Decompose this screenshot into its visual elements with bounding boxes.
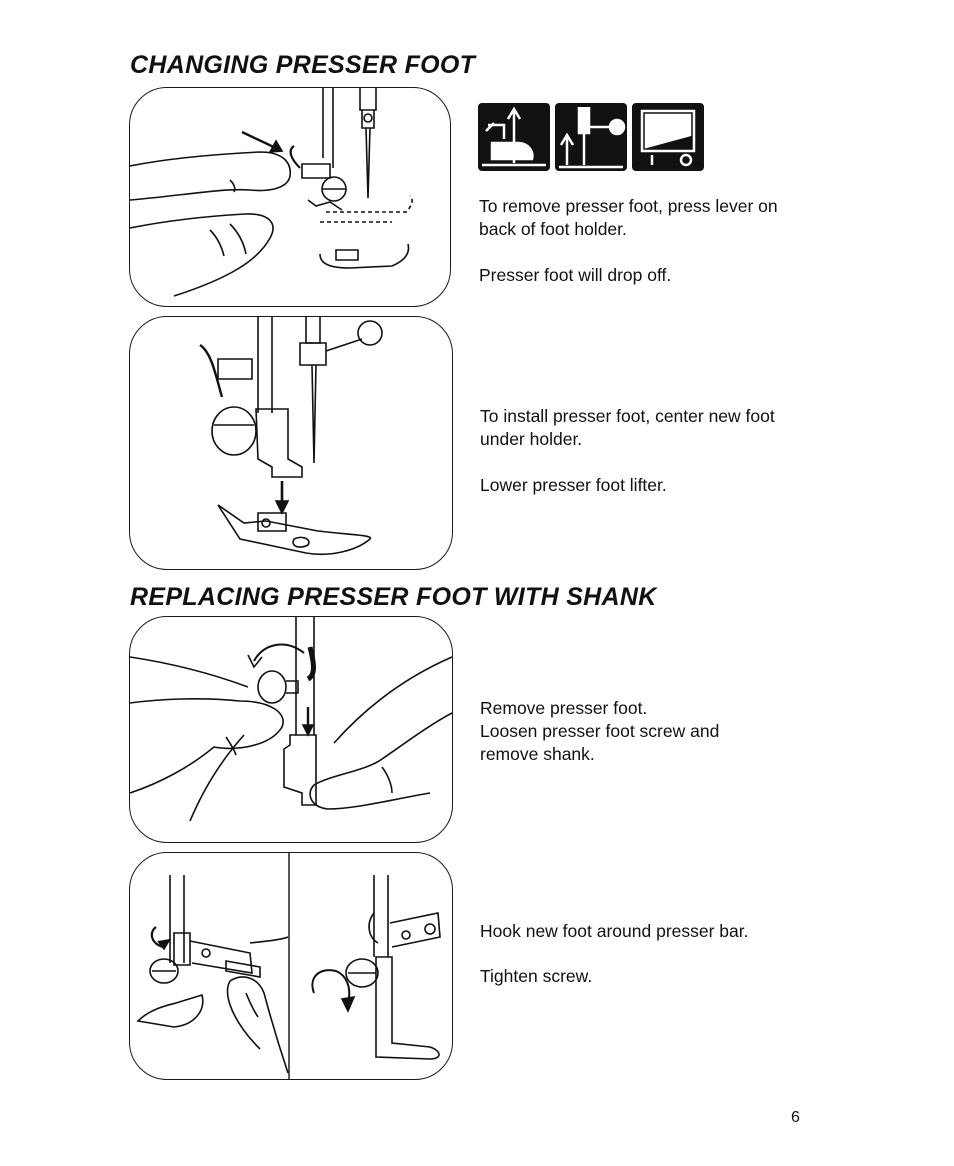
- heading-replacing-presser-foot-with-shank: REPLACING PRESSER FOOT WITH SHANK: [130, 583, 657, 611]
- hook-foot-instruction: Hook new foot around presser bar.: [480, 921, 749, 941]
- presser-foot-lever-icon: [478, 103, 550, 171]
- hook-foot-tighten-screw-drawing: [130, 853, 452, 1079]
- power-switch-icon: [632, 103, 704, 171]
- lower-lifter-instruction: Lower presser foot lifter.: [480, 475, 667, 495]
- install-foot-instruction: To install presser foot, center new foot under holder.: [480, 406, 775, 449]
- illustration-hook-and-tighten: [129, 852, 453, 1080]
- remove-foot-instruction: To remove presser foot, press lever on back of foot holder.: [479, 196, 778, 239]
- needle-up-icon: [555, 103, 627, 171]
- illustration-install-foot: [129, 316, 453, 570]
- tighten-screw-instruction: Tighten screw.: [480, 966, 593, 986]
- illustration-remove-foot: [129, 87, 451, 307]
- foot-drop-note: Presser foot will drop off.: [479, 265, 672, 285]
- illustration-remove-shank: [129, 616, 453, 843]
- page-number: 6: [791, 1109, 800, 1126]
- new-foot-under-holder-drawing: [130, 317, 452, 569]
- finger-pressing-lever-drawing: [130, 88, 450, 306]
- loosen-screw-remove-shank-drawing: [130, 617, 452, 842]
- remove-presser-foot-step: Remove presser foot.: [480, 698, 648, 718]
- loosen-screw-step: Loosen presser foot screw and remove shank.: [480, 721, 720, 764]
- heading-changing-presser-foot: CHANGING PRESSER FOOT: [130, 51, 476, 79]
